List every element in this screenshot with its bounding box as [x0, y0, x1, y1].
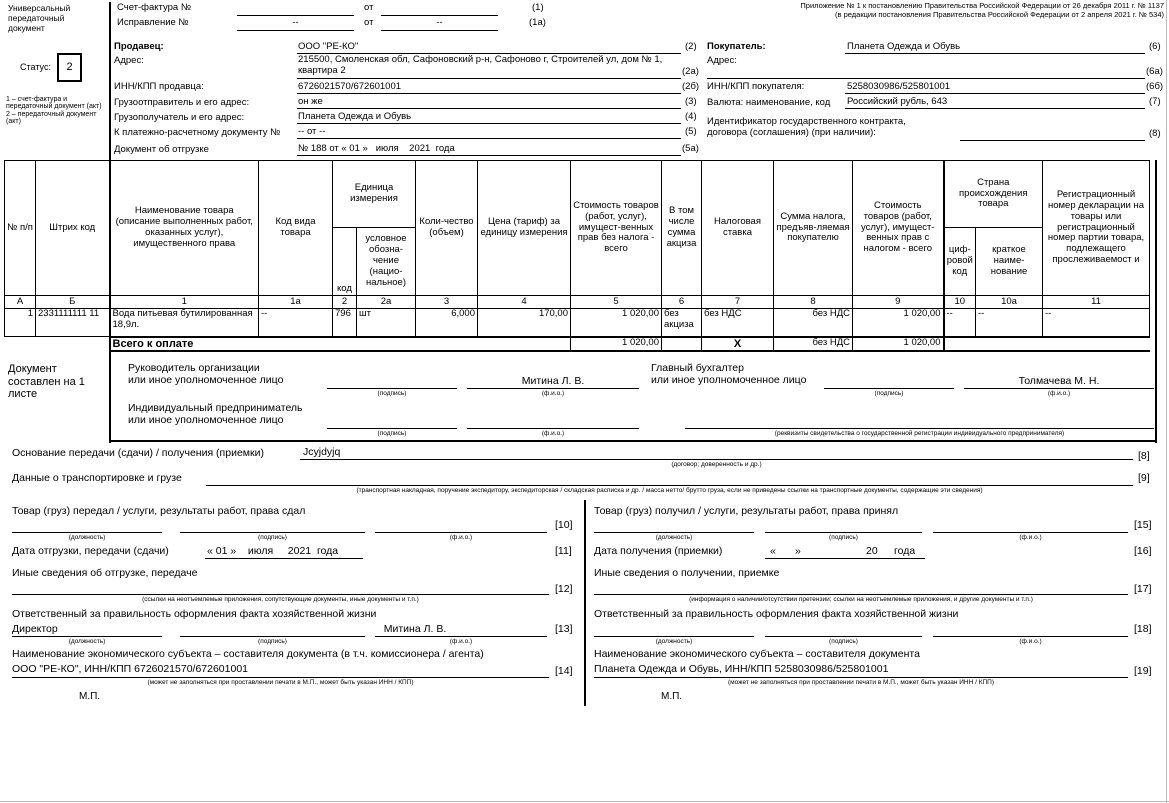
shipper-line — [297, 108, 681, 109]
total-x: X — [702, 337, 774, 352]
received-sign-line — [765, 532, 922, 533]
contract-line — [960, 140, 1145, 141]
row-unit-code: 796 — [333, 309, 357, 337]
receipt-date-word: года — [894, 545, 916, 557]
lower-divider — [584, 500, 586, 706]
head-sign-cap: (подпись) — [377, 390, 407, 397]
resp-left-position-line — [12, 636, 162, 637]
buyer-address-label: Адрес: — [707, 55, 737, 66]
consignee-line — [297, 123, 681, 124]
resp-right-position-cap: (должность) — [655, 638, 693, 645]
resp-left-sign-line — [180, 636, 365, 637]
other-receipt-line — [594, 594, 1128, 595]
seller-inn-value: 6726021570/672601001 — [298, 81, 402, 92]
goods-table — [4, 160, 1150, 352]
buyer-address-line — [707, 78, 1145, 79]
idx-cell: 3 — [416, 296, 478, 309]
transport-num: [9] — [1138, 472, 1150, 484]
idx-cell: 11 — [1043, 296, 1150, 309]
resp-left-name: Митина Л. В. — [383, 623, 447, 635]
payment-doc-line — [297, 138, 681, 139]
basis-value: Jcyjdyjq — [303, 446, 341, 458]
resp-right-num: [18] — [1134, 623, 1152, 635]
idx-cell: 1а — [259, 296, 333, 309]
handed-fio-cap: (ф.и.о.) — [449, 534, 473, 541]
transport-line — [206, 485, 1133, 486]
seller-address-num: (2а) — [682, 66, 699, 77]
head-sign-line — [327, 388, 457, 389]
head-label: Руководитель организации или иное уполномоченное лицо — [128, 362, 284, 387]
accountant-label: Главный бухгалтер или иное уполномоченное лицо — [651, 362, 807, 387]
accountant-fio-line — [964, 388, 1154, 389]
contract-num: (8) — [1149, 128, 1161, 139]
seller-address-label: Адрес: — [114, 55, 144, 66]
consignee-label: Грузополучатель и его адрес: — [114, 112, 245, 123]
idx-cell: 2а — [357, 296, 416, 309]
idx-cell: 1 — [110, 296, 259, 309]
received-position-cap: (должность) — [655, 534, 693, 541]
upd-title: Универсальный передаточный документ — [8, 3, 71, 33]
idx-cell: 5 — [571, 296, 662, 309]
ship-date-label: Дата отгрузки, передачи (сдачи) — [12, 545, 169, 557]
invoice-num: (1) — [532, 2, 544, 13]
th-num: № п/п — [5, 161, 36, 296]
currency-num: (7) — [1149, 96, 1161, 107]
th-kind: Код вида товара — [259, 161, 333, 296]
th-rate: Налоговая ставка — [702, 161, 774, 296]
resp-left-fio-cap: (ф.и.о.) — [449, 638, 473, 645]
payment-doc-num: (5) — [685, 126, 697, 137]
buyer-value: Планета Одежда и Обувь — [847, 41, 961, 52]
payment-doc-label: К платежно-расчетному документу № — [114, 127, 281, 138]
th-excise: В том числе сумма акциза — [662, 161, 702, 296]
th-price: Цена (тариф) за единицу измерения — [478, 161, 571, 296]
ship-date-line — [205, 558, 363, 559]
invoice-from-label: от — [364, 2, 374, 13]
consignee-value: Планета Одежда и Обувь — [298, 111, 412, 122]
entity-left-num: [14] — [555, 665, 573, 677]
th-unit: Единица измерения — [333, 161, 416, 228]
received-sign-cap: (подпись) — [829, 534, 858, 541]
correction-value: -- — [292, 17, 299, 28]
correction-num: (1а) — [529, 17, 546, 28]
th-name: Наименование товара (описание выполненных работ, оказанных услуг), имущественного права — [110, 161, 259, 296]
idx-cell: А — [5, 296, 36, 309]
ip-req-cap: (реквизиты свидетельства о государственной регистрации индивидуального предпринимателя) — [774, 430, 1065, 437]
ip-sign-line — [327, 428, 457, 429]
accountant-name: Толмачева М. Н. — [1018, 375, 1100, 387]
received-fio-line — [933, 532, 1128, 533]
resp-left-position: Директор — [12, 623, 58, 635]
doc-sheets: Документ составлен на 1 листе — [8, 363, 85, 401]
buyer-address-num: (6а) — [1146, 66, 1163, 77]
payment-doc-value: -- от -- — [298, 126, 326, 137]
handed-sign-line — [180, 532, 365, 533]
page-edge-right — [1166, 0, 1167, 803]
row-name: Вода питьевая бутилированная 18,9л. — [110, 309, 259, 337]
resp-left-num: [13] — [555, 623, 573, 635]
resp-right-fio-line — [933, 636, 1128, 637]
buyer-inn-num: (6б) — [1146, 81, 1164, 92]
currency-value: Российский рубль, 643 — [847, 96, 948, 107]
seller-inn-line — [297, 93, 681, 94]
idx-cell: 10 — [944, 296, 976, 309]
ip-req-line — [685, 428, 1154, 429]
row-country-name: -- — [976, 309, 1043, 337]
ip-fio-line — [467, 428, 639, 429]
other-receipt-label: Иные сведения о получении, приемке — [594, 567, 780, 579]
th-unit-code: код — [333, 228, 357, 296]
page-edge-bottom — [0, 801, 1169, 802]
resp-left-fio-line — [375, 636, 547, 637]
transport-cap: (транспортная накладная, поручение экспедитору, экспедиторская / складская расписка и др. / масса нетто/ брутто груза, если не приведены ссылки на транспортные документы, содержащие эти сведения) — [356, 487, 983, 494]
handed-num: [10] — [555, 519, 573, 531]
th-unit-name: условное обозна-чение (нацио-нальное) — [357, 228, 416, 296]
row-barcode: 2331111111 11 — [36, 309, 110, 337]
th-cost: Стоимость товаров (работ, услуг), имущест-венных прав без налога - всего — [571, 161, 662, 296]
currency-line — [845, 108, 1145, 109]
basis-num: [8] — [1138, 450, 1150, 462]
received-fio-cap: (ф.и.о.) — [1019, 534, 1042, 541]
received-label: Товар (груз) получил / услуги, результаты работ, права принял — [594, 505, 899, 517]
row-cost: 1 020,00 — [571, 309, 662, 337]
ship-doc-label: Документ об отгрузке — [114, 144, 209, 155]
signature-bottom-border — [109, 440, 1157, 442]
row-tax: без НДС — [774, 309, 853, 337]
shipper-label: Грузоотправитель и его адрес: — [114, 97, 250, 108]
handed-position-line — [12, 532, 162, 533]
receipt-date-num: [16] — [1134, 545, 1152, 557]
other-ship-label: Иные сведения об отгрузке, передаче — [12, 567, 198, 579]
row-unit: шт — [357, 309, 416, 337]
right-frame — [1155, 160, 1157, 443]
seller-num: (2) — [685, 41, 697, 52]
correction-from-label: от — [364, 17, 374, 28]
seller-address-value: 215500, Смоленская обл, Сафоновский р-н, Сафоново г, Строителей ул, дом № 1, квартира 2 — [298, 54, 663, 76]
correction-date-line — [381, 30, 498, 31]
th-reg: Регистрационный номер декларации на товары или регистрационный номер партии товара, подлежащего прослеживаемост и — [1043, 161, 1150, 296]
consignee-num: (4) — [685, 111, 697, 122]
stamp-right: М.П. — [661, 691, 683, 702]
th-barcode: Штрих код — [36, 161, 110, 296]
received-num: [15] — [1134, 519, 1152, 531]
row-price: 170,00 — [478, 309, 571, 337]
th-country-name: краткое наиме-нование — [976, 228, 1043, 296]
currency-label: Валюта: наименование, код — [707, 97, 831, 108]
idx-cell: 4 — [478, 296, 571, 309]
total-cost: 1 020,00 — [571, 337, 662, 352]
entity-left-label: Наименование экономического субъекта – составителя документа (в т.ч. комиссионера / агента) — [12, 648, 484, 660]
buyer-num: (6) — [1149, 41, 1161, 52]
seller-inn-num: (2б) — [682, 81, 700, 92]
invoice-date-line — [381, 15, 498, 16]
seller-address-line — [297, 78, 681, 79]
ip-sign-cap: (подпись) — [377, 430, 407, 437]
total-total: 1 020,00 — [853, 337, 944, 352]
correction-label: Исправление № — [117, 17, 189, 28]
entity-right-line — [594, 677, 1128, 678]
idx-cell: Б — [36, 296, 110, 309]
entity-right-num: [19] — [1134, 665, 1152, 677]
basis-line — [300, 459, 1133, 460]
status-box: 2 — [57, 53, 82, 82]
buyer-inn-value: 5258030986/525801001 — [847, 81, 951, 92]
idx-cell: 2 — [333, 296, 357, 309]
total-row — [5, 337, 1150, 352]
other-ship-cap: (ссылки на неотъемлемые приложения, сопутствующие документы, иные документы и т.п.) — [142, 596, 419, 603]
idx-cell: 7 — [702, 296, 774, 309]
th-total: Стоимость товаров (работ, услуг), имущест-венных прав с налогом - всего — [853, 161, 944, 296]
row-excise: без акциза — [662, 309, 702, 337]
resp-left-label: Ответственный за правильность оформления факта хозяйственной жизни — [12, 608, 377, 620]
idx-cell: 9 — [853, 296, 944, 309]
idx-cell: 10а — [976, 296, 1043, 309]
received-position-line — [594, 532, 754, 533]
shipper-num: (3) — [685, 96, 697, 107]
row-rate: без НДС — [702, 309, 774, 337]
resp-right-fio-cap: (ф.и.о.) — [1019, 638, 1042, 645]
accountant-sign-cap: (подпись) — [874, 390, 904, 397]
resp-left-position-cap: (должность) — [68, 638, 106, 645]
ship-date-value: « 01 » июля 2021 года — [207, 545, 339, 557]
status-note: 1 – счет-фактура и передаточный документ (акт) 2 – передаточный документ (акт) — [6, 96, 102, 126]
ip-label: Индивидуальный предприниматель или иное уполномоченное лицо — [128, 402, 303, 427]
invoice-label: Счет-фактура № — [117, 2, 192, 13]
receipt-date-year: 20 — [866, 545, 878, 557]
th-qty: Коли-чество (объем) — [416, 161, 478, 296]
th-country-code: циф-ровой код — [944, 228, 976, 296]
handed-sign-cap: (подпись) — [258, 534, 287, 541]
accountant-fio-cap: (ф.и.о.) — [1047, 390, 1071, 397]
handed-fio-line — [375, 532, 547, 533]
head-fio-cap: (ф.и.о.) — [541, 390, 565, 397]
transport-label: Данные о транспортировке и грузе — [12, 472, 182, 484]
contract-label: Идентификатор государственного контракта, договора (соглашения) (при наличии): — [707, 116, 906, 138]
stamp-left: М.П. — [79, 691, 101, 702]
row-kind: -- — [259, 309, 333, 337]
buyer-label: Покупатель: — [707, 41, 766, 52]
entity-right-label: Наименование экономического субъекта – составителя документа — [594, 648, 920, 660]
ship-doc-num: (5а) — [682, 143, 699, 154]
ship-doc-line — [297, 155, 681, 156]
resp-right-sign-cap: (подпись) — [829, 638, 858, 645]
ip-fio-cap: (ф.и.о.) — [541, 430, 565, 437]
other-ship-num: [12] — [555, 583, 573, 595]
row-country-code: -- — [944, 309, 976, 337]
head-name: Митина Л. В. — [521, 375, 585, 387]
ship-doc-value: № 188 от « 01 » июля 2021 года — [298, 143, 455, 154]
seller-label: Продавец: — [114, 41, 164, 52]
buyer-line — [845, 53, 1145, 54]
invoice-number-line — [237, 15, 354, 16]
other-receipt-cap: (информация о наличии/отсутствии претензии; ссылки на неотъемлемые приложения, и другие документы и т.п.) — [689, 596, 1033, 603]
other-receipt-num: [17] — [1134, 583, 1152, 595]
row-qty: 6,000 — [416, 309, 478, 337]
table-row — [5, 309, 1150, 337]
entity-left-cap: (может не заполняться при проставлении печати в М.П., может быть указан ИНН / КПП) — [147, 679, 414, 686]
other-ship-line — [12, 594, 549, 595]
entity-right-cap: (может не заполняться при проставлении печати в М.П., может быть указан ИНН / КПП) — [727, 679, 994, 686]
correction-number-line — [237, 30, 354, 31]
buyer-inn-line — [845, 93, 1145, 94]
resp-left-sign-cap: (подпись) — [258, 638, 287, 645]
accountant-sign-line — [824, 388, 954, 389]
resp-right-label: Ответственный за правильность оформления факта хозяйственной жизни — [594, 608, 959, 620]
ship-date-num: [11] — [555, 545, 572, 557]
entity-left-value: ООО "РЕ-КО", ИНН/КПП 6726021570/672601001 — [12, 663, 249, 675]
th-country: Страна происхождения товара — [944, 161, 1043, 228]
basis-label: Основание передачи (сдачи) / получения (приемки) — [12, 447, 264, 459]
correction-date: -- — [436, 17, 443, 28]
seller-inn-label: ИНН/КПП продавца: — [114, 81, 204, 92]
resp-right-position-line — [594, 636, 754, 637]
receipt-date-close: » — [795, 545, 801, 557]
row-num: 1 — [5, 309, 36, 337]
index-row — [5, 296, 1150, 309]
entity-left-line — [12, 677, 549, 678]
row-total: 1 020,00 — [853, 309, 944, 337]
idx-cell: 6 — [662, 296, 702, 309]
basis-cap: (договор; доверенность и др.) — [671, 461, 762, 468]
entity-right-value: Планета Одежда и Обувь, ИНН/КПП 5258030986/525801001 — [594, 663, 889, 675]
receipt-date-line — [765, 558, 925, 559]
shipper-value: он же — [298, 96, 323, 107]
total-label: Всего к оплате — [110, 337, 571, 352]
seller-value: ООО "РЕ-КО" — [298, 41, 359, 52]
idx-cell: 8 — [774, 296, 853, 309]
head-fio-line — [467, 388, 639, 389]
receipt-date-label: Дата получения (приемки) — [594, 545, 723, 557]
buyer-inn-label: ИНН/КПП покупателя: — [707, 81, 805, 92]
status-label: Статус: — [20, 62, 51, 72]
row-reg: -- — [1043, 309, 1150, 337]
resp-right-sign-line — [765, 636, 922, 637]
handed-position-cap: (должность) — [68, 534, 106, 541]
appendix-note: Приложение № 1 к постановлению Правительства Российской Федерации от 26 декабря 2011 г. № 1137 (в редакции постановления Правительства Российской Федерации от 2 апреля 2021 г. № 534) — [800, 1, 1164, 19]
total-tax: без НДС — [774, 337, 853, 352]
handed-label: Товар (груз) передал / услуги, результаты работ, права сдал — [12, 505, 306, 517]
receipt-date-open: « — [770, 545, 776, 557]
th-tax: Сумма налога, предъяв-ляемая покупателю — [774, 161, 853, 296]
